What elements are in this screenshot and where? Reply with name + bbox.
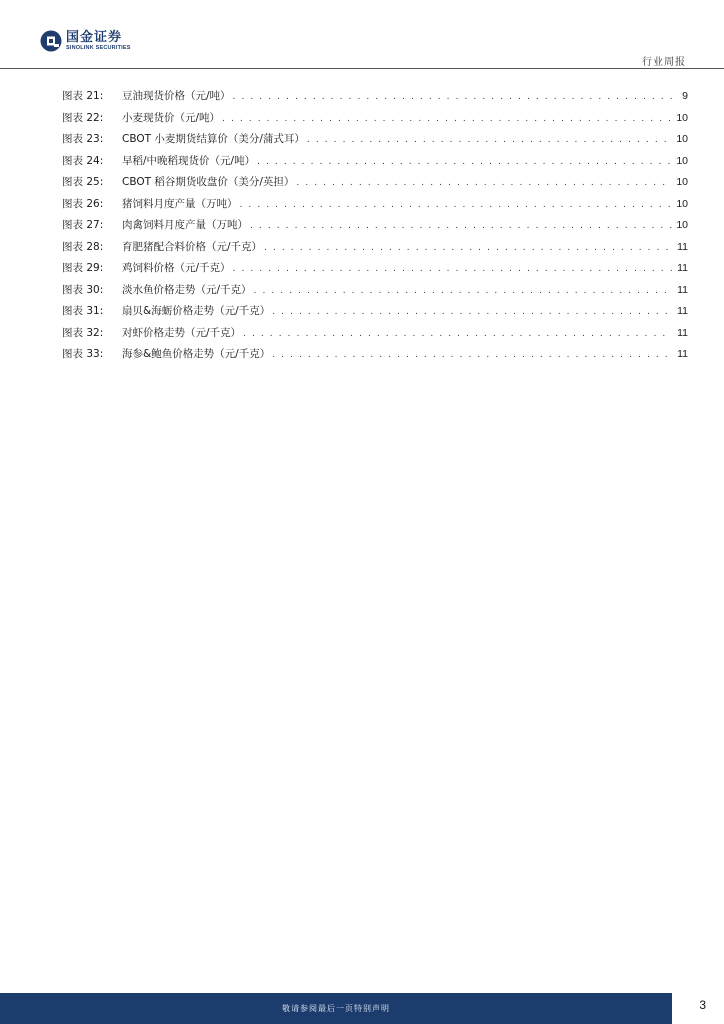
toc-dot-leader — [296, 178, 672, 188]
toc-entry-label: 图表 23: — [62, 133, 104, 145]
toc-entry[interactable] — [62, 325, 688, 347]
toc-dot-leader — [272, 307, 672, 317]
toc-entry-title: 海参&鲍鱼价格走势（元/千克） — [122, 348, 271, 360]
toc-entry[interactable] — [62, 110, 688, 132]
toc-entry-title: 早稻/中晚稻现货价（元/吨） — [122, 154, 256, 167]
toc-entry-title: 猪饲料月度产量（万吨） — [122, 197, 238, 210]
toc-dot-leader — [233, 264, 672, 274]
toc-entry-title: 豆油现货价格（元/吨） — [122, 90, 231, 102]
toc-entry-label: 图表 24: — [62, 154, 104, 167]
toc-dot-leader — [250, 221, 672, 231]
toc-entry-label: 图表 33: — [62, 348, 104, 360]
toc-entry-label: 图表 22: — [62, 111, 104, 124]
toc-entry[interactable] — [62, 282, 688, 304]
toc-entry-page: 10 — [676, 111, 688, 124]
toc-dot-leader — [243, 329, 672, 339]
toc-entry-title: 小麦现货价（元/吨） — [122, 111, 221, 124]
toc-entry-page: 11 — [677, 240, 688, 253]
toc-entry-label: 图表 30: — [62, 283, 104, 296]
toc-entry-title: 育肥猪配合料价格（元/千克） — [122, 240, 263, 253]
toc-entry-label: 图表 27: — [62, 219, 104, 231]
toc-entry[interactable] — [62, 88, 688, 110]
logo-chinese-name: 国金证券 — [66, 29, 123, 45]
logo-english-name: SINOLINK SECURITIES — [66, 44, 131, 51]
toc-dot-leader — [272, 350, 672, 360]
toc-entry-label: 图表 26: — [62, 197, 104, 210]
page-header — [0, 0, 724, 70]
toc-entry-label: 图表 32: — [62, 326, 104, 339]
toc-dot-leader — [233, 92, 672, 102]
toc-entry[interactable] — [62, 153, 688, 175]
toc-entry-title: 淡水鱼价格走势（元/千克） — [122, 283, 252, 296]
footer-disclaimer: 敬请参阅最后一页特别声明 — [282, 1004, 390, 1013]
toc-entry-page: 10 — [676, 219, 688, 231]
toc-entry[interactable] — [62, 217, 688, 239]
page-number: 3 — [699, 998, 706, 1012]
toc-entry-page: 10 — [676, 176, 688, 188]
toc-entry-title: CBOT 稻谷期货收盘价（美分/英担） — [122, 176, 295, 188]
toc-entry-page: 11 — [677, 348, 688, 360]
toc-entry-label: 图表 21: — [62, 90, 104, 102]
company-logo — [40, 30, 131, 52]
toc-dot-leader — [264, 243, 672, 253]
toc-entry-page: 11 — [677, 262, 688, 274]
toc-entry[interactable] — [62, 239, 688, 261]
toc-entry-label: 图表 25: — [62, 176, 104, 188]
toc-entry[interactable] — [62, 346, 688, 368]
toc-entry-title: 对虾价格走势（元/千克） — [122, 326, 242, 339]
toc-entry-label: 图表 29: — [62, 262, 104, 274]
toc-entry-title: CBOT 小麦期货结算价（美分/蒲式耳） — [122, 133, 305, 145]
toc-entry-title: 鸡饲料价格（元/千克） — [122, 262, 231, 274]
toc-entry-page: 10 — [676, 197, 688, 210]
header-divider — [0, 68, 724, 69]
toc-entry-page: 10 — [676, 133, 688, 145]
toc-entry[interactable] — [62, 303, 688, 325]
figure-table-of-contents — [62, 88, 688, 368]
toc-entry-page: 11 — [677, 283, 688, 296]
logo-mark-icon — [40, 30, 62, 52]
toc-entry[interactable] — [62, 196, 688, 218]
document-type: 行业周报 — [642, 57, 686, 68]
toc-entry-page: 11 — [677, 305, 688, 317]
toc-entry-title: 扇贝&海蛎价格走势（元/千克） — [122, 305, 271, 317]
toc-entry[interactable] — [62, 174, 688, 196]
toc-entry-page: 9 — [682, 90, 688, 102]
toc-entry-title: 肉禽饲料月度产量（万吨） — [122, 219, 248, 231]
toc-entry-label: 图表 28: — [62, 240, 104, 253]
toc-dot-leader — [254, 286, 672, 296]
toc-dot-leader — [257, 157, 672, 167]
toc-entry[interactable] — [62, 260, 688, 282]
toc-dot-leader — [240, 200, 673, 210]
toc-dot-leader — [222, 114, 672, 124]
toc-entry-page: 11 — [677, 326, 688, 339]
toc-entry[interactable] — [62, 131, 688, 153]
toc-entry-page: 10 — [676, 154, 688, 167]
toc-entry-label: 图表 31: — [62, 305, 104, 317]
toc-dot-leader — [307, 135, 672, 145]
